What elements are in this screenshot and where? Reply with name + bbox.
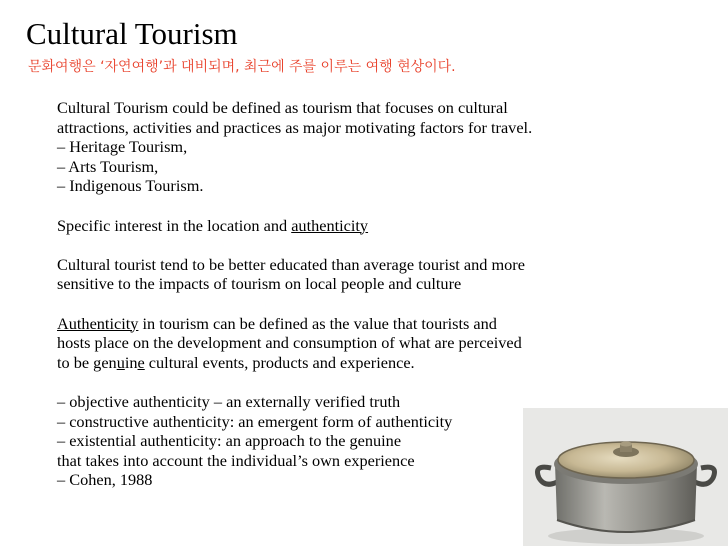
genuine-rest: cultural events, products and experience. (144, 352, 415, 372)
specific-interest-text: Specific interest in the location and (57, 215, 292, 235)
slide-title: Cultural Tourism (26, 16, 238, 51)
genuine-part-underlined: u (116, 352, 125, 372)
authenticity-definition-line (57, 314, 617, 334)
authenticity-type-line: – objective authenticity – an externally verified truth (57, 391, 401, 411)
genuine-part: gen (93, 352, 117, 372)
authenticity-definition-line (57, 353, 617, 373)
authenticity-type-line: – existential authenticity: an approach to the genuine (57, 431, 402, 451)
authenticity-type-line: that takes into account the individual’s own experience (57, 450, 415, 470)
genuine-part: in (124, 352, 138, 372)
cooking-pot-photo (523, 408, 728, 546)
educated-line: sensitive to the impacts of tourism on local people and culture (57, 274, 462, 294)
authenticity-type-line: – constructive authenticity: an emergent form of authenticity (57, 411, 453, 431)
intro-line: Cultural Tourism could be defined as tourism that focuses on cultural (57, 98, 508, 117)
authenticity-definition-text: in tourism can be defined as the value that tourists and (138, 313, 497, 333)
citation-line: – Cohen, 1988 (57, 470, 153, 490)
intro-line: attractions, activities and practices as major motivating factors for travel. (57, 117, 533, 137)
intro-line: – Heritage Tourism, (57, 137, 188, 157)
intro-line: – Indigenous Tourism. (57, 176, 204, 196)
genuine-part-underlined: e (137, 352, 145, 372)
slide-subtitle: 문화여행은 ‘자연여행’과 대비되며, 최근에 주를 이루는 여행 현상이다. (28, 59, 456, 75)
authenticity-term: Authenticity (57, 313, 139, 333)
cooking-pot-icon (523, 408, 728, 546)
intro-line: – Arts Tourism, (57, 156, 159, 176)
genuine-prefix: to be (57, 352, 94, 372)
specific-interest-line (57, 216, 617, 236)
educated-line: Cultural tourist tend to be better educated than average tourist and more (57, 254, 525, 274)
authenticity-definition-line: hosts place on the development and consumption of what are perceived (57, 333, 522, 353)
authenticity-underlined: authenticity (291, 215, 369, 235)
